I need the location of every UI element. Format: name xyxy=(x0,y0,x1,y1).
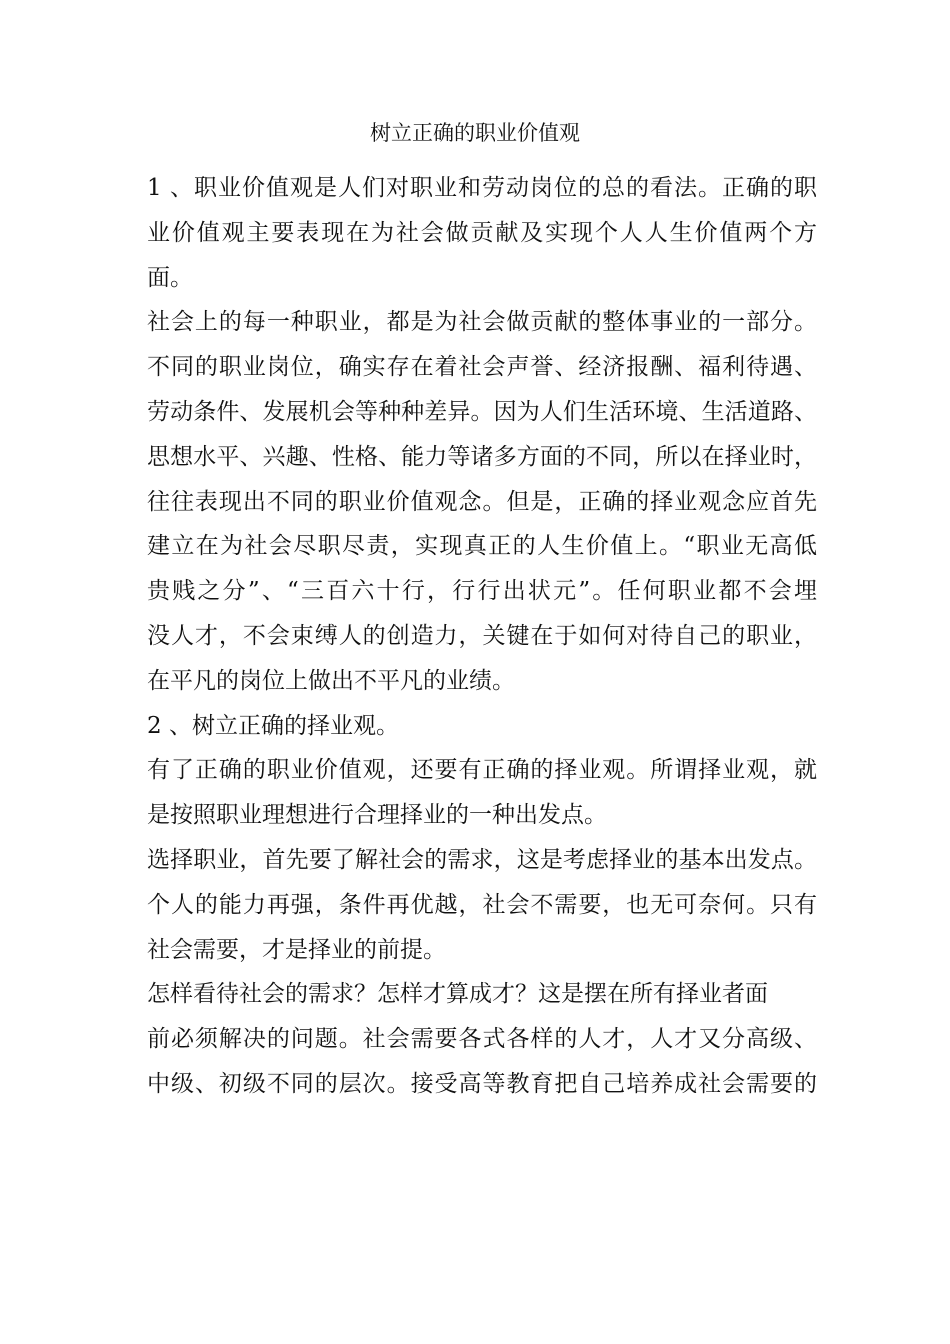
text-line: 社会上的每一种职业，都是为社会做贡献的整体事业的一部分。 xyxy=(147,309,817,336)
text-line: 中级、初级不同的层次。接受高等教育把自己培养成社会需要的 xyxy=(147,1070,817,1097)
text-line: 贵贱之分”、“三百六十行，行行出状元”。任何职业都不会埋 xyxy=(147,578,817,605)
text-line: 怎样看待社会的需求？怎样才算成才？这是摆在所有择业者面 xyxy=(147,981,768,1008)
text-line: 劳动条件、发展机会等种种差异。因为人们生活环境、生活道路、 xyxy=(147,398,817,425)
document-title: 树立正确的职业价值观 xyxy=(370,121,580,145)
text-line: 业价值观主要表现在为社会做贡献及实现个人人生价值两个方 xyxy=(147,219,817,246)
text-line: 2 、树立正确的择业观。 xyxy=(147,712,399,739)
text-line: 有了正确的职业价值观，还要有正确的择业观。所谓择业观，就 xyxy=(147,757,817,784)
text-line: 选择职业，首先要了解社会的需求，这是考虑择业的基本出发点。 xyxy=(147,846,817,873)
text-line: 建立在为社会尽职尽责，实现真正的人生价值上。“职业无高低 xyxy=(147,533,817,560)
text-line: 没人才，不会束缚人的创造力，关键在于如何对待自己的职业， xyxy=(147,622,817,649)
text-line: 思想水平、兴趣、性格、能力等诸多方面的不同，所以在择业时， xyxy=(147,443,817,470)
text-line: 往往表现出不同的职业价值观念。但是，正确的择业观念应首先 xyxy=(147,488,817,515)
text-line: 在平凡的岗位上做出不平凡的业绩。 xyxy=(147,667,515,694)
text-line: 个人的能力再强，条件再优越，社会不需要，也无可奈何。只有 xyxy=(147,891,817,918)
text-line: 前必须解决的问题。社会需要各式各样的人才，人才又分高级、 xyxy=(147,1026,817,1053)
text-line: 是按照职业理想进行合理择业的一种出发点。 xyxy=(147,802,607,829)
text-line: 面。 xyxy=(147,264,193,291)
text-line: 社会需要，才是择业的前提。 xyxy=(147,936,446,963)
text-line: 1 、职业价值观是人们对职业和劳动岗位的总的看法。正确的职 xyxy=(147,175,817,201)
document-body xyxy=(147,166,817,1107)
text-line: 不同的职业岗位，确实存在着社会声誉、经济报酬、福利待遇、 xyxy=(147,354,817,381)
